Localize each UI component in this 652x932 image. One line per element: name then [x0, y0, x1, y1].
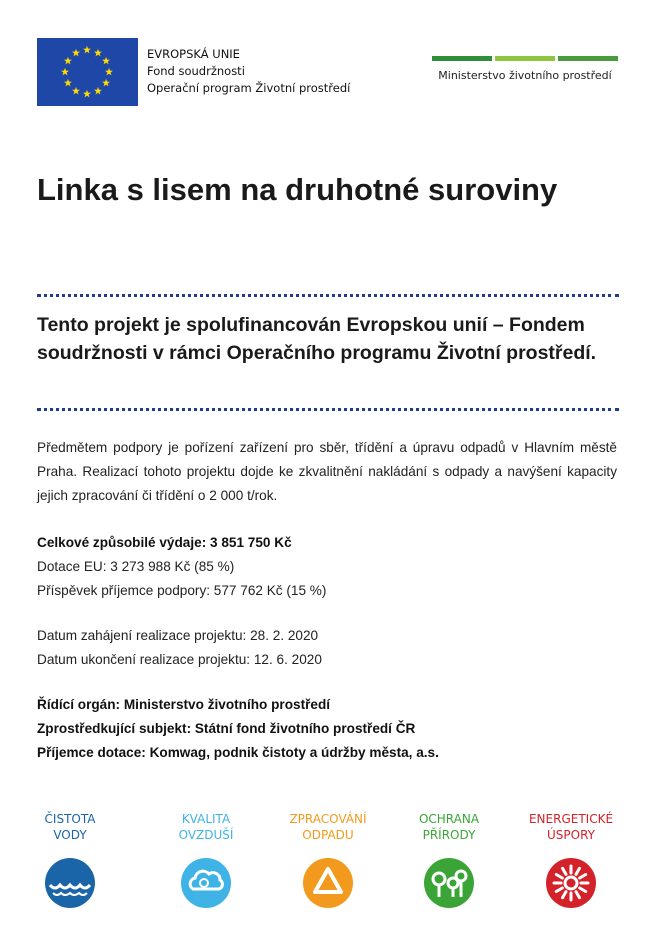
theme-water — [15, 811, 125, 909]
beneficiary-contribution: Příspěvek příjemce podpory: 577 762 Kč (15 %) — [37, 583, 327, 598]
dates-block — [37, 624, 322, 672]
theme-energy — [516, 811, 626, 909]
managing-authority: Řídící orgán: Ministerstvo životního prostředí — [37, 697, 331, 712]
energy-icon — [545, 857, 597, 909]
theme-label: OCHRANA PŘÍRODY — [418, 812, 480, 842]
start-date: Datum zahájení realizace projektu: 28. 2. 2020 — [37, 628, 319, 643]
ministry-logo — [432, 56, 618, 82]
ministry-color-bars — [432, 56, 618, 61]
theme-nature — [394, 811, 504, 909]
theme-label: ZPRACOVÁNÍ ODPADU — [289, 812, 367, 842]
project-description: Předmětem podpory je pořízení zařízení pro sběr, třídění a úpravu odpadů v Hlavním městě Praha. Realizací tohoto projektu dojde ke zkvalitnění nakládání s odpady a navýšení kapacity jejich zpracování či třídění o 2 000 t/rok. — [37, 440, 617, 503]
recycle-icon — [302, 857, 354, 909]
nature-icon — [423, 857, 475, 909]
ministry-bar-1 — [432, 56, 492, 61]
dotted-divider-top — [37, 294, 619, 297]
organisations-block — [37, 693, 439, 765]
cost-block — [37, 531, 326, 603]
dotted-divider-bottom — [37, 408, 619, 411]
cloud-icon — [180, 857, 232, 909]
theme-label: ENERGETICKÉ ÚSPORY — [528, 812, 614, 842]
end-date: Datum ukončení realizace projektu: 12. 6. 2020 — [37, 652, 322, 667]
theme-air — [151, 811, 261, 909]
eu-line-fund: Fond soudržnosti — [147, 64, 245, 78]
eu-programme-text — [147, 46, 350, 97]
theme-label: ČISTOTA VODY — [44, 812, 96, 842]
ministry-bar-2 — [495, 56, 555, 61]
cofinancing-statement: Tento projekt je spolufinancován Evropskou unií – Fondem soudržnosti v rámci Operačního programu Životní prostředí. — [37, 314, 597, 364]
intermediate-body: Zprostředkující subjekt: Státní fond životního prostředí ČR — [37, 721, 416, 736]
project-title: Linka s lisem na druhotné suroviny — [37, 172, 558, 207]
eu-subsidy: Dotace EU: 3 273 988 Kč (85 %) — [37, 559, 235, 574]
eu-flag-logo — [37, 38, 138, 106]
eu-line-union: EVROPSKÁ UNIE — [147, 47, 240, 61]
water-icon — [44, 857, 96, 909]
theme-waste — [273, 811, 383, 909]
eu-line-programme: Operační program Životní prostředí — [147, 81, 351, 95]
ministry-bar-3 — [558, 56, 618, 61]
theme-label: KVALITA OVZDUŠÍ — [178, 812, 234, 842]
grant-beneficiary: Příjemce dotace: Komwag, podnik čistoty a údržby města, a.s. — [37, 745, 439, 760]
total-eligible-costs: Celkové způsobilé výdaje: 3 851 750 Kč — [37, 535, 292, 550]
ministry-name: Ministerstvo životního prostředí — [438, 69, 612, 82]
